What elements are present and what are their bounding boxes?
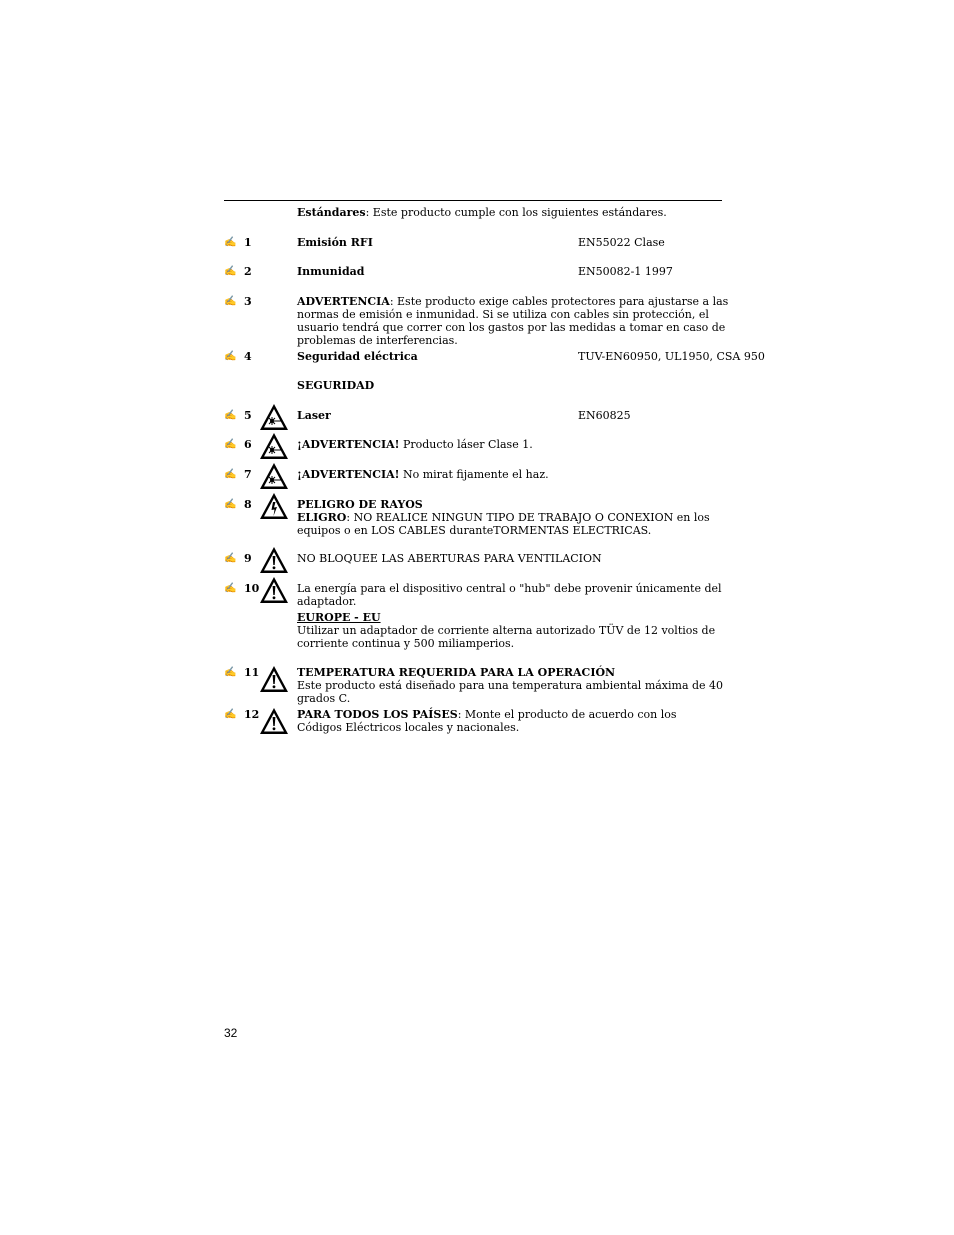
europe-text: Utilizar un adaptador de corriente alterna autorizado TÜV de 12 voltios de corriente continua y 500 miliamperios.	[297, 624, 716, 650]
item-label: ¡ADVERTENCIA!	[297, 438, 400, 451]
item-title: TEMPERATURA REQUERIDA PARA LA OPERACIÓN	[297, 666, 616, 679]
pen-icon: ✍	[224, 296, 237, 307]
top-rule	[224, 200, 722, 201]
item-title: PELIGRO DE RAYOS	[297, 498, 423, 511]
item-label: Inmunidad	[297, 265, 365, 278]
pen-icon: ✍	[224, 709, 237, 720]
exclamation-warning-icon	[259, 576, 289, 604]
intro-text: : Este producto cumple con los siguientes estándares.	[365, 206, 667, 219]
pen-icon: ✍	[224, 410, 237, 421]
item-text: : Monte el producto de acuerdo con los Códigos Eléctricos locales y nacionales.	[297, 708, 677, 734]
item-number: 2	[244, 265, 252, 278]
item-number: 9	[244, 552, 252, 565]
item-number: 5	[244, 409, 252, 422]
item-label: ¡ADVERTENCIA!	[297, 468, 400, 481]
item-number: 6	[244, 438, 252, 451]
item-text: Producto láser Clase 1.	[399, 438, 533, 451]
item-label: Laser	[297, 409, 331, 422]
item-number: 12	[244, 708, 260, 721]
pen-icon: ✍	[224, 667, 237, 678]
pen-icon: ✍	[224, 237, 237, 248]
item-number: 4	[244, 350, 252, 363]
pen-icon: ✍	[224, 439, 237, 450]
item-text: Este producto está diseñado para una temperatura ambiental máxima de 40 grados C.	[297, 679, 724, 705]
exclamation-warning-icon	[259, 707, 289, 735]
pen-icon: ✍	[224, 266, 237, 277]
laser-warning-icon	[259, 403, 289, 431]
item-value: EN60825	[578, 409, 631, 422]
item-value: EN55022 Clase	[578, 236, 665, 249]
laser-warning-icon	[259, 462, 289, 490]
laser-warning-icon	[259, 432, 289, 460]
item-text: La energía para el dispositivo central o "hub" debe provenir únicamente del adaptador.	[297, 582, 722, 608]
page-number: 32	[224, 1026, 238, 1040]
item-number: 3	[244, 295, 252, 308]
item-text: NO BLOQUEE LAS ABERTURAS PARA VENTILACION	[297, 552, 602, 565]
pen-icon: ✍	[224, 553, 237, 564]
intro-label: Estándares	[297, 206, 366, 219]
item-value: TUV-EN60950, UL1950, CSA 950	[578, 350, 765, 363]
item-label: Seguridad eléctrica	[297, 350, 418, 363]
item-label: PARA TODOS LOS PAÍSES	[297, 708, 458, 721]
item-value: EN50082-1 1997	[578, 265, 673, 278]
pen-icon: ✍	[224, 469, 237, 480]
exclamation-warning-icon	[259, 665, 289, 693]
item-number: 10	[244, 582, 260, 595]
pen-icon: ✍	[224, 351, 237, 362]
item-text: : Este producto exige cables protectores para ajustarse a las normas de emisión e inmunidad. Si se utiliza con cables sin protección, el usuario tendrá que correr con los gastos por las medidas a tomar en caso de problemas de interferencias.	[297, 295, 729, 347]
item-label: Emisión RFI	[297, 236, 373, 249]
item-text: : NO REALICE NINGUN TIPO DE TRABAJO O CONEXION en los equipos o en LOS CABLES duranteTORMENTAS ELECTRICAS.	[297, 511, 710, 537]
pen-icon: ✍	[224, 583, 237, 594]
lightning-warning-icon	[259, 492, 289, 520]
item-label: ADVERTENCIA	[297, 295, 390, 308]
item-label: ELIGRO	[297, 511, 347, 524]
item-number: 11	[244, 666, 260, 679]
pen-icon: ✍	[224, 499, 237, 510]
section-title: SEGURIDAD	[297, 379, 375, 392]
europe-title: EUROPE - EU	[297, 611, 381, 624]
item-text: No mirat fijamente el haz.	[399, 468, 549, 481]
item-number: 8	[244, 498, 252, 511]
item-number: 7	[244, 468, 252, 481]
item-number: 1	[244, 236, 252, 249]
exclamation-warning-icon	[259, 546, 289, 574]
